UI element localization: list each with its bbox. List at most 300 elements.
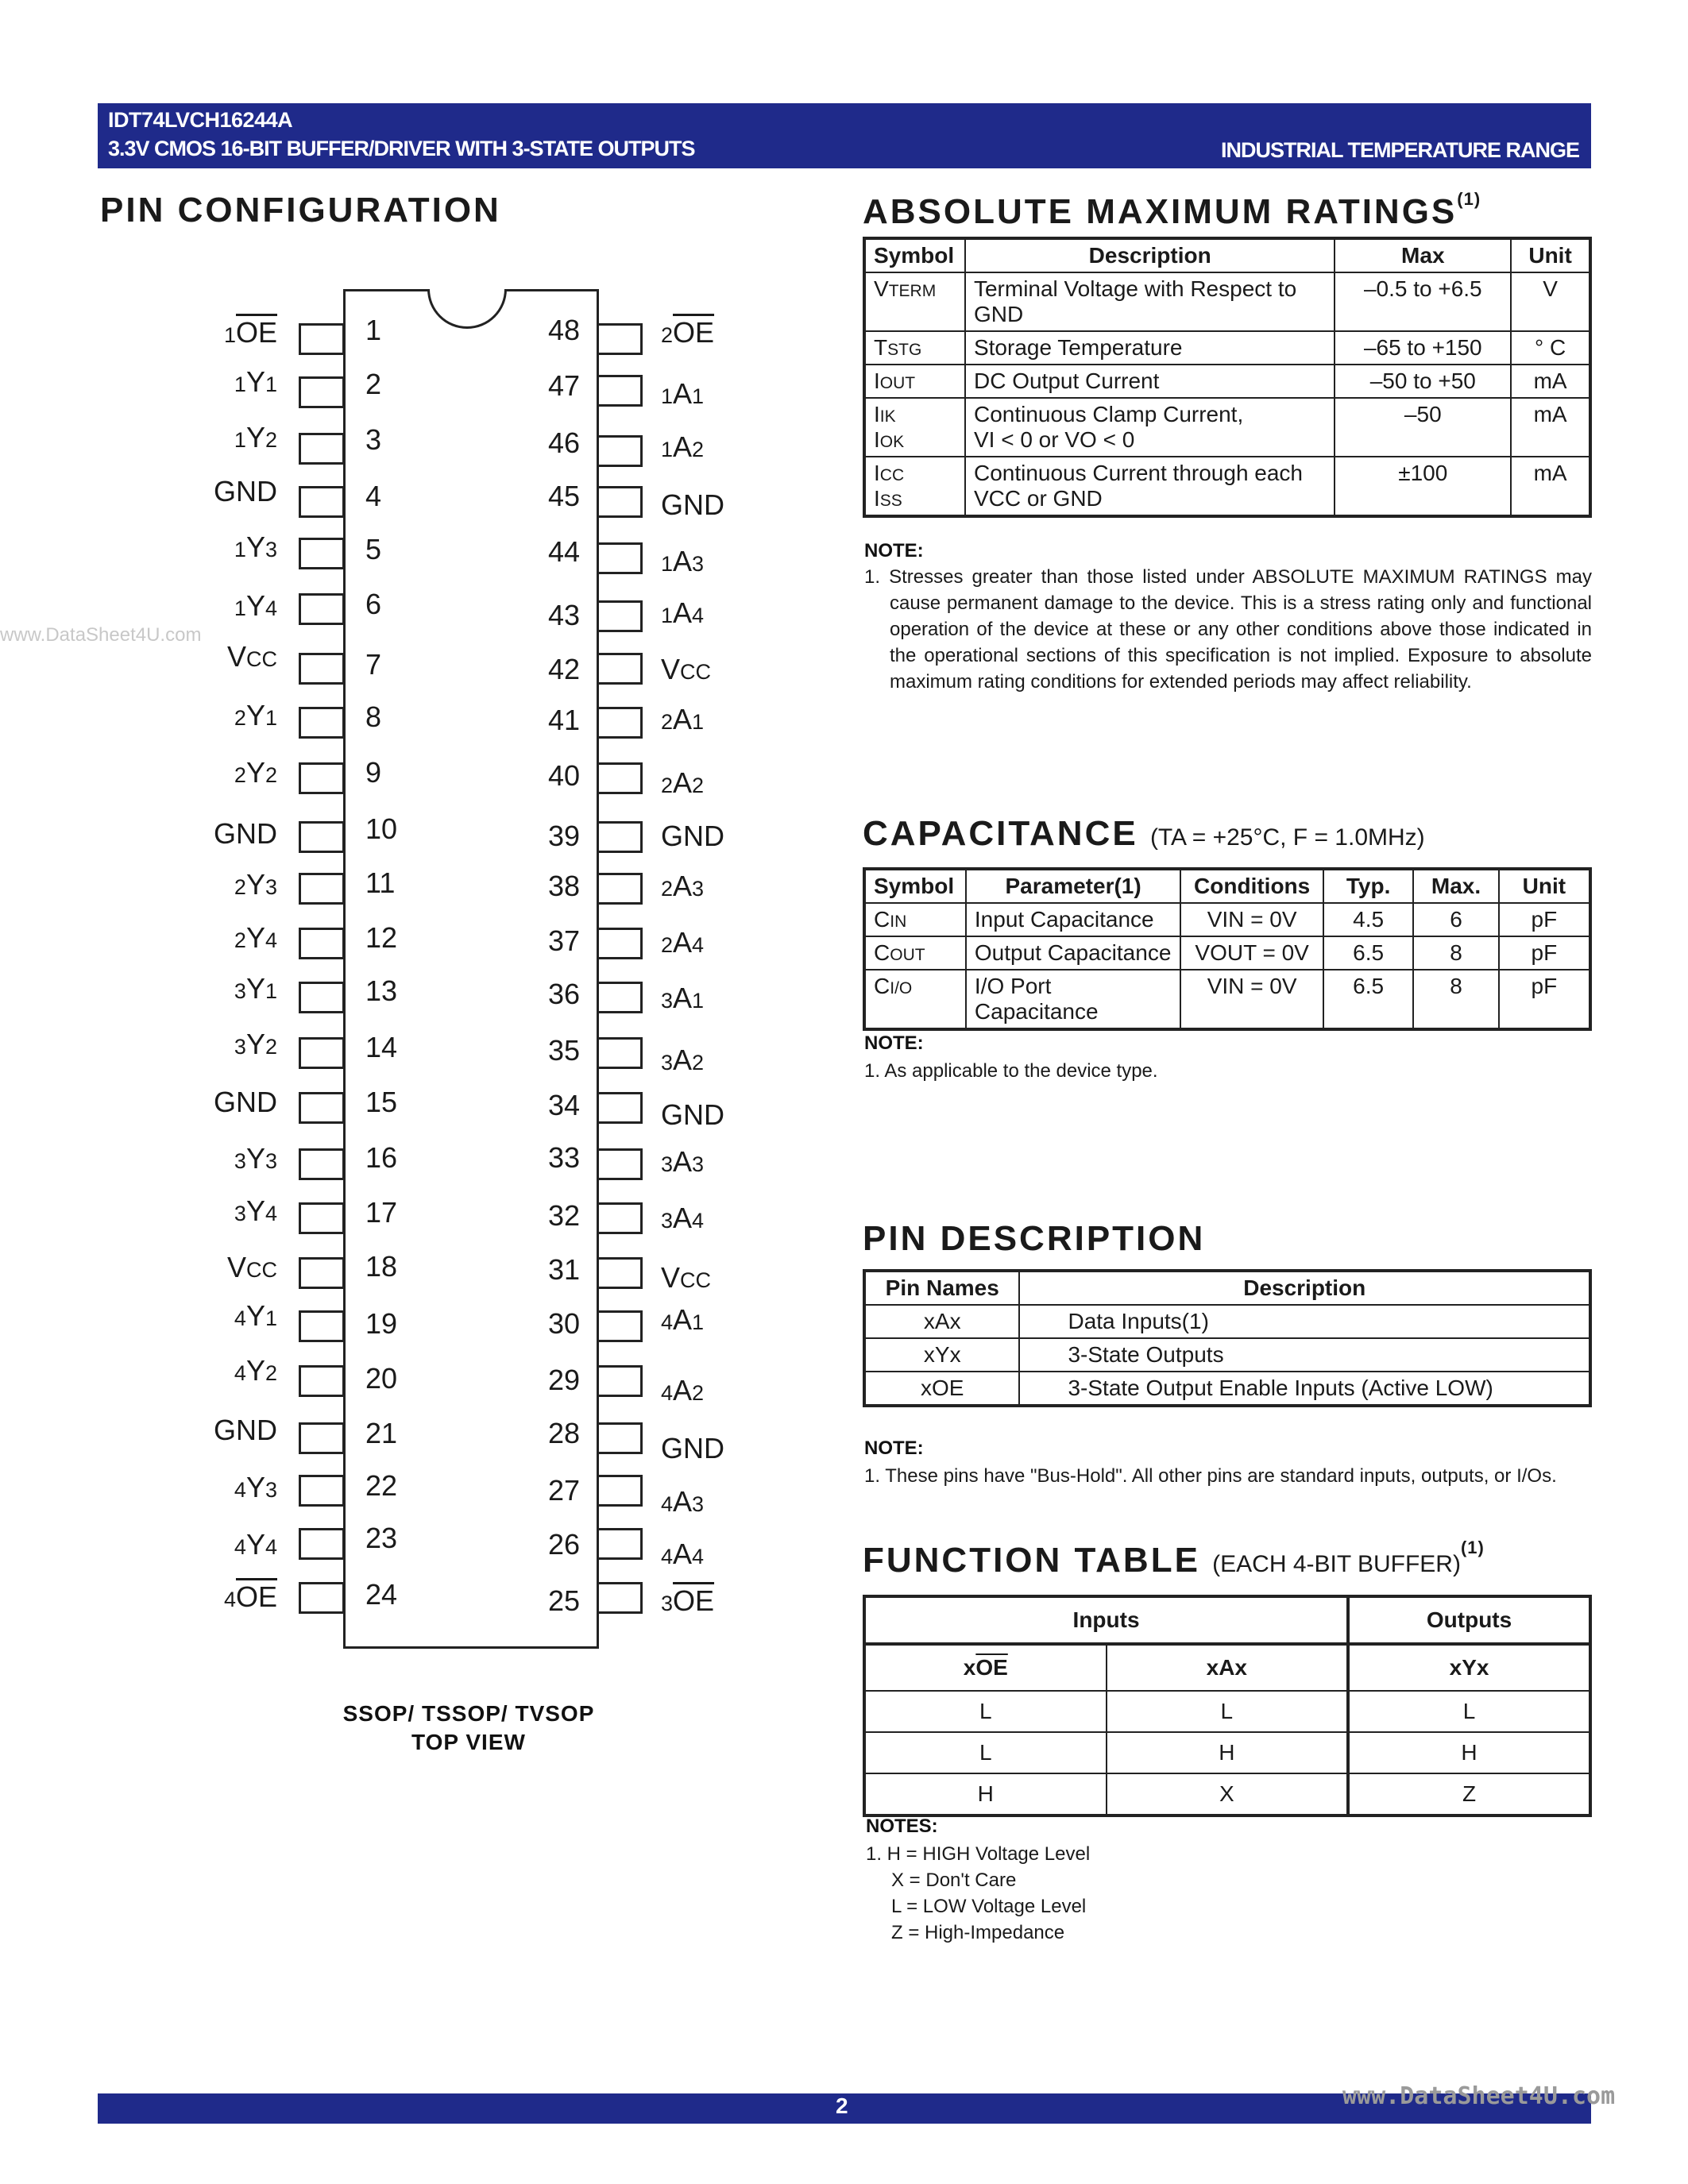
pin-32-box [597,1202,643,1234]
symbol-sub: I/O [890,979,913,997]
capacitance-row [864,970,1590,1029]
pin-subscript: 1 [692,384,705,408]
pin-desc-header-description: Description [1019,1271,1590,1305]
cap-unit: pF [1499,936,1590,970]
pin-prefix: 1 [234,372,246,396]
symbol-sub: OK [879,433,905,451]
pin-21-number: 21 [365,1417,398,1449]
pin-19-box [299,1310,345,1342]
cap-header-parameter: Parameter(1) [966,869,1180,903]
pin-subscript: 3 [265,1149,277,1173]
function-table-group-row [864,1596,1590,1644]
pin-prefix: 2 [234,763,246,787]
pin-signal: V [226,1251,246,1283]
pin-19-label [234,1299,277,1333]
pin-prefix: 2 [661,710,674,734]
pin-44-box [597,542,643,574]
function-table-row [864,1732,1590,1773]
pin-24-box [299,1582,345,1614]
pin-signal: Y [245,1028,265,1060]
pin-28-label [661,1432,724,1465]
pin-signal: Y [245,365,265,398]
pin-signal: A [673,703,693,735]
pin-13-label [234,972,277,1005]
pin-17-number: 17 [365,1196,398,1229]
pin-signal: A [673,377,693,410]
pin-subscript: CC [680,660,712,684]
pin-46-label [661,430,704,464]
abs-max-note-text: 1. Stresses greater than those listed under ABSOLUTE MAXIMUM RATINGS may cause permanent damage to the device. This is a stress rating only and functional operation of the device at these or any other conditions above those indicated in the operational sections of this specification is not implied. Exposure to absolute maximum rating conditions for extended periods may affect reliability. [864,566,1592,693]
abs-max-symbol [864,365,965,398]
pin-41-number: 41 [547,704,580,736]
function-table-cell: L [864,1732,1107,1773]
pin-39-number: 39 [547,820,580,852]
symbol-sub: IK [879,407,896,426]
pin-desc-body [864,1305,1590,1406]
abs-max-description: DC Output Current [965,365,1335,398]
symbol-main: I [874,427,880,452]
pin-18-number: 18 [365,1250,398,1283]
pin-desc-name: xYx [864,1338,1019,1372]
pin-subscript: 3 [265,875,277,899]
pin-30-box [597,1310,643,1342]
pin-config-title: PIN CONFIGURATION [100,191,501,230]
pin-subscript: 3 [692,1152,705,1176]
pin-3-number: 3 [365,423,382,456]
pin-43-label [661,596,704,630]
cap-conditions: VIN = 0V [1180,970,1323,1029]
capacitance-note: 1. As applicable to the device type. [864,1060,1158,1082]
pin-prefix: 2 [661,323,674,347]
pin-30-number: 30 [547,1307,580,1340]
pin-2-label [234,365,277,399]
pin-subscript: 4 [265,596,277,620]
pin-42-number: 42 [547,653,580,685]
pin-42-label [661,653,711,686]
pin-prefix: 2 [234,928,246,952]
pin-signal: GND [661,1098,724,1131]
pin-8-box [299,707,345,739]
pin-7-box [299,653,345,685]
pin-desc-description: 3-State Output Enable Inputs (Active LOW) [1019,1372,1590,1406]
symbol-main: I [874,461,880,485]
pin-21-label [214,1414,277,1447]
abs-max-description: Terminal Voltage with Respect to GND [965,272,1335,331]
pin-39-box [597,821,643,853]
pin-3-box [299,433,345,465]
pin-subscript: 2 [265,428,277,452]
pin-18-box [299,1257,345,1289]
pin-prefix: 1 [661,552,674,576]
function-table-header-row [864,1644,1590,1691]
pin-prefix: 3 [661,1152,674,1176]
abs-max-body [864,272,1590,516]
pin-prefix: 4 [223,1588,236,1611]
function-table-cell: X [1107,1773,1349,1815]
cap-max: 8 [1413,970,1499,1029]
pin-signal: $\overline{OE}$ [673,1584,715,1617]
pin-signal: Y [245,699,265,731]
cap-header-unit: Unit [1499,869,1590,903]
pin-5-box [299,538,345,569]
pin-signal: V [661,653,681,685]
function-table-outputs-header: Outputs [1348,1596,1590,1644]
pin-signal: A [673,1044,693,1076]
capacitance-title-text: CAPACITANCE [863,814,1138,853]
pin-subscript: 2 [692,1051,705,1075]
pin-subscript: 3 [265,1478,277,1502]
pin-prefix: 4 [234,1361,246,1385]
pin-24-number: 24 [365,1578,398,1611]
pin-40-label [661,766,704,800]
pin-subscript: 4 [265,1535,277,1559]
abs-max-row [864,365,1590,398]
abs-max-header-row [864,238,1590,272]
pin-2-box [299,376,345,408]
pin-45-box [597,486,643,518]
symbol-sub: STG [887,341,922,359]
function-table-subtitle: (EACH 4-BIT BUFFER) [1212,1551,1461,1577]
pin-4-number: 4 [365,480,382,512]
abs-max-symbol [864,272,965,331]
pin-27-label [661,1485,704,1518]
pin-signal: V [226,640,246,673]
pin-subscript: CC [246,647,277,671]
pin-3-label [234,421,277,454]
watermark-left: www.DataSheet4U.com [0,624,202,646]
pin-17-box [299,1202,345,1234]
abs-max-note [864,564,1592,695]
capacitance-note-head: NOTE: [864,1032,924,1054]
pin-signal: A [673,982,693,1014]
pin-prefix: 4 [234,1478,246,1502]
abs-max-row [864,398,1590,457]
pin-desc-row [864,1305,1590,1338]
abs-max-unit: V [1511,272,1590,331]
pin-subscript: 1 [692,710,705,734]
header-description: 3.3V CMOS 16-BIT BUFFER/DRIVER WITH 3-STATE OUTPUTS [108,137,695,160]
pin-35-label [661,1044,704,1077]
pin-signal: Y [245,1471,265,1503]
pin-38-number: 38 [547,870,580,902]
pin-12-number: 12 [365,921,398,954]
symbol-main: I [874,486,880,511]
pin-prefix: 4 [234,1306,246,1330]
pin-desc-note: 1. These pins have "Bus-Hold". All other pins are standard inputs, outputs, or I/Os. [864,1465,1557,1487]
function-table-notes-head: NOTES: [866,1815,938,1837]
symbol-sub: OUT [890,946,925,964]
pin-subscript: 1 [692,989,705,1013]
pin-signal: A [673,870,693,902]
pin-29-label [661,1374,704,1407]
function-table-cell: H [1348,1732,1590,1773]
pin-22-box [299,1475,345,1507]
pin-43-box [597,600,643,632]
pin-20-box [299,1365,345,1397]
pin-22-number: 22 [365,1469,398,1502]
pin-47-number: 47 [547,369,580,402]
pin-11-label [234,868,277,901]
pin-28-number: 28 [547,1417,580,1449]
pin-5-number: 5 [365,533,382,565]
pin-subscript: 2 [692,438,705,461]
pin-31-number: 31 [547,1253,580,1286]
capacitance-body [864,903,1590,1029]
pin-9-number: 9 [365,756,382,789]
pin-21-box [299,1422,345,1454]
pin-7-number: 7 [365,648,382,681]
pin-signal: Y [245,1142,265,1175]
pin-signal: A [673,1485,693,1518]
function-table-cell: Z [1348,1773,1590,1815]
pin-12-box [299,928,345,959]
function-table-title [863,1538,1485,1580]
pin-signal: Y [245,589,265,622]
pin-signal: Y [245,921,265,954]
abs-max-description: Continuous Clamp Current, VI < 0 or VO < 0 [965,398,1335,457]
pin-24-label [224,1580,277,1614]
cap-header-max: Max. [1413,869,1499,903]
header-bar [98,103,1591,168]
pin-23-number: 23 [365,1522,398,1554]
pin-subscript: 1 [265,979,277,1003]
pin-subscript: 3 [265,538,277,561]
pin-40-box [597,762,643,794]
pin-4-label [214,475,277,508]
pin-subscript: 4 [265,928,277,952]
pin-subscript: CC [246,1258,277,1282]
capacitance-table [863,867,1592,1031]
symbol-main: I [874,369,880,393]
pin-signal: $\overline{OE}$ [235,1580,277,1613]
pin-14-label [234,1028,277,1061]
pin-13-number: 13 [365,974,398,1007]
pin-27-number: 27 [547,1474,580,1507]
pin-29-number: 29 [547,1364,580,1396]
abs-max-value: ±100 [1335,457,1511,516]
pin-signal: A [673,430,693,463]
pin-38-label [661,870,704,903]
pin-prefix: 2 [661,877,674,901]
pin-19-number: 19 [365,1307,398,1340]
pin-subscript: 1 [265,706,277,730]
abs-max-header-description: Description [965,238,1335,272]
pin-prefix: 1 [661,438,674,461]
cap-typ: 4.5 [1323,903,1413,936]
abs-max-symbol [864,331,965,365]
cap-parameter: I/O Port Capacitance [966,970,1180,1029]
pin-prefix: 1 [234,596,246,620]
function-table-header-xax: xAx [1107,1644,1349,1691]
watermark-bottom: www.DataSheet4U.com [1342,2082,1616,2110]
pin-subscript: 1 [265,372,277,396]
pin-5-label [234,531,277,564]
cap-conditions: VOUT = 0V [1180,936,1323,970]
pin-prefix: 3 [234,1202,246,1225]
pin-12-label [234,921,277,955]
ft-xoe-prefix: x [963,1655,976,1680]
pin-17-label [234,1194,277,1228]
capacitance-title [863,814,1425,854]
pin-prefix: 4 [661,1381,674,1405]
abs-max-table [863,237,1592,518]
pin-33-label [661,1145,704,1179]
abs-max-symbol [864,457,965,516]
pin-signal: GND [661,488,724,521]
function-table-cell: L [864,1691,1107,1732]
cap-header-symbol: Symbol [864,869,966,903]
symbol-sub: SS [879,492,902,510]
pin-signal: V [661,1261,681,1294]
pin-1-box [299,323,345,355]
cap-unit: pF [1499,903,1590,936]
cap-max: 6 [1413,903,1499,936]
pin-36-label [661,982,704,1015]
pin-signal: Y [245,531,265,563]
pin-signal: A [673,596,693,629]
pin-desc-title: PIN DESCRIPTION [863,1219,1206,1258]
pin-20-label [234,1354,277,1387]
pin-25-label [661,1584,714,1618]
abs-max-description-line2: VCC or GND [973,486,1103,511]
package-caption-line2: TOP VIEW [411,1730,526,1754]
pin-37-number: 37 [547,924,580,957]
pin-42-box [597,653,643,685]
pin-29-box [597,1365,643,1397]
abs-max-title [863,189,1481,232]
pin-30-label [661,1303,704,1337]
pin-9-label [234,756,277,789]
pin-48-number: 48 [547,314,580,346]
pin-subscript: 2 [265,1361,277,1385]
pin-prefix: 4 [661,1492,674,1516]
symbol-sub: CC [879,466,905,484]
pin-signal: GND [214,475,277,507]
pin-prefix: 3 [234,1035,246,1059]
pin-35-number: 35 [547,1034,580,1067]
function-table-cell: L [1107,1691,1349,1732]
pin-41-box [597,707,643,739]
pin-16-box [299,1148,345,1180]
pin-desc-description: 3-State Outputs [1019,1338,1590,1372]
pin-25-box [597,1582,643,1614]
pin-signal: A [673,1374,693,1406]
abs-max-unit: mA [1511,457,1590,516]
pin-prefix: 2 [234,875,246,899]
pin-32-number: 32 [547,1199,580,1232]
abs-max-unit: mA [1511,398,1590,457]
pin-signal: $\overline{OE}$ [673,316,715,349]
pin-subscript: 1 [265,1306,277,1330]
function-table-inputs-header: Inputs [864,1596,1348,1644]
pin-44-label [661,545,704,578]
pin-subscript: 1 [692,1310,705,1334]
abs-max-description: Storage Temperature [965,331,1335,365]
capacitance-row [864,936,1590,970]
pin-14-box [299,1037,345,1069]
pin-43-number: 43 [547,599,580,631]
pin-13-box [299,982,345,1013]
pin-31-box [597,1257,643,1289]
pin-subscript: 4 [692,1545,705,1569]
abs-max-value: –50 to +50 [1335,365,1511,398]
pin-11-box [299,873,345,905]
pin-34-number: 34 [547,1089,580,1121]
pin-31-label [661,1261,711,1295]
pin-signal: Y [245,1528,265,1561]
symbol-main: I [874,402,880,426]
pin-26-number: 26 [547,1528,580,1561]
pin-11-number: 11 [365,866,396,899]
symbol-sub: TERM [888,282,937,300]
cap-typ: 6.5 [1323,970,1413,1029]
pin-prefix: 3 [234,979,246,1003]
function-table-notes [866,1841,1342,1946]
pin-prefix: 4 [661,1545,674,1569]
pin-41-label [661,703,704,736]
symbol-main: C [874,940,890,965]
pin-45-number: 45 [547,480,580,512]
pin-subscript: 2 [265,1035,277,1059]
function-table-row [864,1773,1590,1815]
pin-33-box [597,1148,643,1180]
function-table [863,1595,1592,1817]
cap-max: 8 [1413,936,1499,970]
pin-35-box [597,1037,643,1069]
pin-10-number: 10 [365,812,398,845]
pin-subscript: 4 [692,604,705,627]
pin-44-number: 44 [547,535,580,568]
abs-max-description-line2: VI < 0 or VO < 0 [973,427,1135,452]
pin-desc-name: xAx [864,1305,1019,1338]
function-table-body [864,1691,1590,1815]
pin-36-number: 36 [547,978,580,1010]
pin-desc-row [864,1338,1590,1372]
pin-10-box [299,821,345,853]
pin-33-number: 33 [547,1141,580,1174]
pin-10-label [214,817,277,851]
abs-max-symbol [864,398,965,457]
abs-max-title-text: ABSOLUTE MAXIMUM RATINGS [863,192,1458,231]
symbol-sub: IN [890,913,907,931]
pin-signal: Y [245,1354,265,1387]
package-caption-line1: SSOP/ TSSOP/ TVSOP [342,1701,595,1726]
pin-9-box [299,762,345,794]
pin-subscript: 3 [692,552,705,576]
pin-26-box [597,1528,643,1560]
pin-37-label [661,926,704,959]
cap-unit: pF [1499,970,1590,1029]
pin-40-number: 40 [547,759,580,792]
pin-prefix: 4 [661,1310,674,1334]
abs-max-header-max: Max [1335,238,1511,272]
pin-signal: GND [214,1086,277,1118]
pin-desc-header-row [864,1271,1590,1305]
pin-signal: A [673,1145,693,1178]
cap-typ: 6.5 [1323,936,1413,970]
pin-signal: A [673,1202,693,1234]
pin-48-box [597,323,643,355]
pin-37-box [597,928,643,959]
abs-max-value: –50 [1335,398,1511,457]
pin-20-number: 20 [365,1362,398,1395]
ft-note-3: L = LOW Voltage Level [891,1896,1087,1917]
abs-max-value: –0.5 to +6.5 [1335,272,1511,331]
pin-8-number: 8 [365,700,382,733]
cap-symbol [864,936,966,970]
header-part-number: IDT74LVCH16244A [108,108,293,132]
pin-desc-description: Data Inputs(1) [1019,1305,1590,1338]
